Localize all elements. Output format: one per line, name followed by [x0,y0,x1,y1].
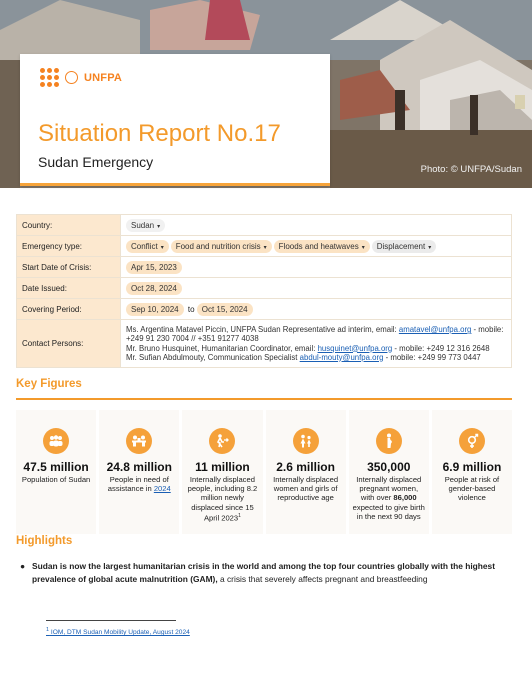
contacts-cell [121,320,512,368]
population-icon [43,428,69,454]
pregnant-woman-icon [376,428,402,454]
chip-dropdown-icon: ▾ [263,244,267,251]
emergency-chip-conflict[interactable]: Conflict ▾ [126,240,169,253]
contact-3-email-link[interactable]: abdul-mouty@unfpa.org [299,352,384,362]
key-figures-divider [16,398,512,400]
key-figure-value: 47.5 million [23,460,89,474]
displaced-person-icon [209,428,235,454]
bullet-icon: ● [20,561,26,571]
key-figure-desc: Internally displaced women and girls of reproductive age [273,475,339,503]
start-date-chip[interactable]: Apr 15, 2023 [126,261,182,274]
key-figures-row [16,410,512,534]
report-subtitle: Sudan Emergency [38,154,154,170]
highlights-heading: Highlights [16,535,73,547]
issued-date-row [17,278,512,299]
assistance-icon [126,428,152,454]
key-figure-displaced [182,410,262,534]
key-figure-desc: Population of Sudan [21,475,91,484]
footnote-link[interactable]: $^1$ IOM, DTM Sudan Mobility Update, August 2024 [46,627,190,637]
emergency-chip-displacement[interactable]: Displacement ▾ [372,240,436,253]
key-figure-value: 350,000 [367,460,411,474]
period-label: Covering Period: [17,299,121,320]
key-figure-assistance [99,410,179,534]
period-row [17,299,512,320]
key-figure-pregnant [349,410,429,534]
assistance-2024-link[interactable]: 2024 [153,484,171,494]
contact-2: Mr. Bruno Husquinet, Humanitarian Coordinator, email: husquinet@unfpa.org - mobile: +249 12 316 2648 [126,343,490,353]
contact-1-email-link[interactable]: amatavel@unfpa.org [398,325,472,335]
emergency-chip-floods[interactable]: Floods and heatwaves ▾ [274,240,370,253]
key-figure-population [16,410,96,534]
photo-credit: Photo: © UNFPA/Sudan [420,164,522,175]
contact-3: Mr. Sufian Abdulmouty, Communication Specialist abdul-mouty@unfpa.org - mobile: +249 99 773 0447 [126,352,481,362]
emergency-label: Emergency type: [17,236,121,257]
title-accent-bar [20,183,330,186]
key-figure-desc: Internally displaced pregnant women, with over 86,000 expected to give birth in the next 90 days [352,475,425,521]
logo-dots-icon [40,68,59,87]
contacts-label: Contact Persons: [17,320,121,368]
footnote-divider [46,620,176,621]
gender-icon [459,428,485,454]
key-figure-value: 2.6 million [276,460,335,474]
contact-1: Ms. Argentina Matavel Piccin, UNFPA Sudan Representative ad interim, email: amatavel@unfpa.org - mobile: +249 91 230 7004 // +351 91277 4038 [126,325,504,344]
start-date-row [17,257,512,278]
info-table [16,214,512,368]
period-to-chip[interactable]: Oct 15, 2024 [197,303,253,316]
key-figure-desc: People in need of assistance in 2024 [107,475,171,494]
period-from-chip[interactable]: Sep 10, 2024 [126,303,184,316]
issued-date-chip[interactable]: Oct 28, 2024 [126,282,182,295]
logo-text: UNFPA [84,71,123,84]
women-girls-icon [293,428,319,454]
unfpa-logo [40,68,122,87]
country-label: Country: [17,215,121,236]
period-to-word: to [187,304,195,314]
key-figure-gbv [432,410,512,534]
chip-dropdown-icon: ▾ [157,223,161,230]
contacts-row [17,320,512,368]
key-figure-value: 6.9 million [442,460,502,474]
country-chip[interactable]: Sudan ▾ [126,219,165,232]
key-figure-value: 24.8 million [106,460,172,474]
start-date-label: Start Date of Crisis: [17,257,121,278]
chip-dropdown-icon: ▾ [361,244,365,251]
report-title: Situation Report No.17 [38,120,281,147]
emergency-row [17,236,512,257]
chip-dropdown-icon: ▾ [428,244,432,251]
issued-date-label: Date Issued: [17,278,121,299]
chip-dropdown-icon: ▾ [160,244,164,251]
emergency-chip-food[interactable]: Food and nutrition crisis ▾ [171,240,272,253]
key-figure-desc: People at risk of gender-based violence [444,475,500,503]
contact-2-email-link[interactable]: husquinet@unfpa.org [317,343,393,353]
title-card [20,54,330,186]
key-figures-heading: Key Figures [16,378,82,390]
key-figure-value: 11 million [195,460,250,474]
country-row [17,215,512,236]
un-emblem-icon [65,71,78,84]
highlight-item: ● Sudan is now the largest humanitarian crisis in the world and among the top four countries globally with the highest prevalence of global acute malnutrition (GAM), a crisis that severely affects pregnant and breastfeeding [20,561,495,584]
key-figure-women-girls [266,410,346,534]
footnote-ref[interactable]: 1 [238,512,241,519]
key-figure-desc: Internally displaced people, including 8.2 million newly displaced since 15 April 2023$^1$ [187,475,258,523]
